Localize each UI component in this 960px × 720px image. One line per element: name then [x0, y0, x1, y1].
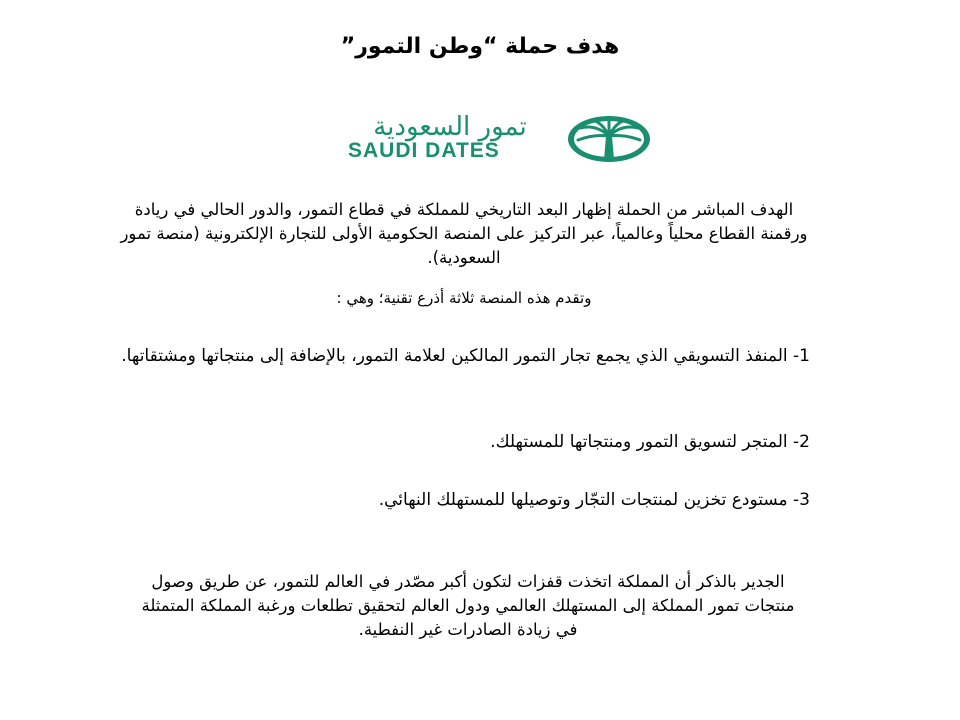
page-title: هدف حملة “وطن التمور”	[340, 34, 620, 59]
intro-paragraph: الهدف المباشر من الحملة إظهار البعد التاريخي للمملكة في قطاع التمور، والدور الحالي في ريادة ورقمنة القطاع محلياً وعالمياً، عبر التركيز على المنصة الحكومية الأولى للتجارة الإلكترونية (منصة تمور السعودية).	[120, 200, 808, 267]
list-item: 3- مستودع تخزين لمنتجات التجّار وتوصيلها للمستهلك النهائي.	[378, 490, 810, 510]
intro-lead: وتقدم هذه المنصة ثلاثة أذرع تقنية؛ وهي :	[336, 289, 592, 307]
list-item: 2- المتجر لتسويق التمور ومنتجاتها للمستهلك.	[490, 432, 810, 452]
palm-emblem-icon	[566, 114, 652, 164]
list-item: 1- المنفذ التسويقي الذي يجمع تجار التمور المالكين لعلامة التمور، بالإضافة إلى منتجاتها ومشتقاتها.	[121, 346, 810, 366]
logo-arabic-text: تمور السعودية	[373, 112, 527, 142]
closing-note: الجدير بالذكر أن المملكة اتخذت قفزات لتكون أكبر مصّدر في العالم للتمور، عن طريق وصول منتجات تمور المملكة إلى المستهلك العالمي ودول العالم لتحقيق تطلعات ورغبة المملكة المتمثلة في زيادة الصادرات غير النفطية.	[141, 572, 795, 639]
saudi-dates-logo	[344, 112, 656, 168]
logo-english-text: SAUDI DATES	[348, 139, 500, 162]
